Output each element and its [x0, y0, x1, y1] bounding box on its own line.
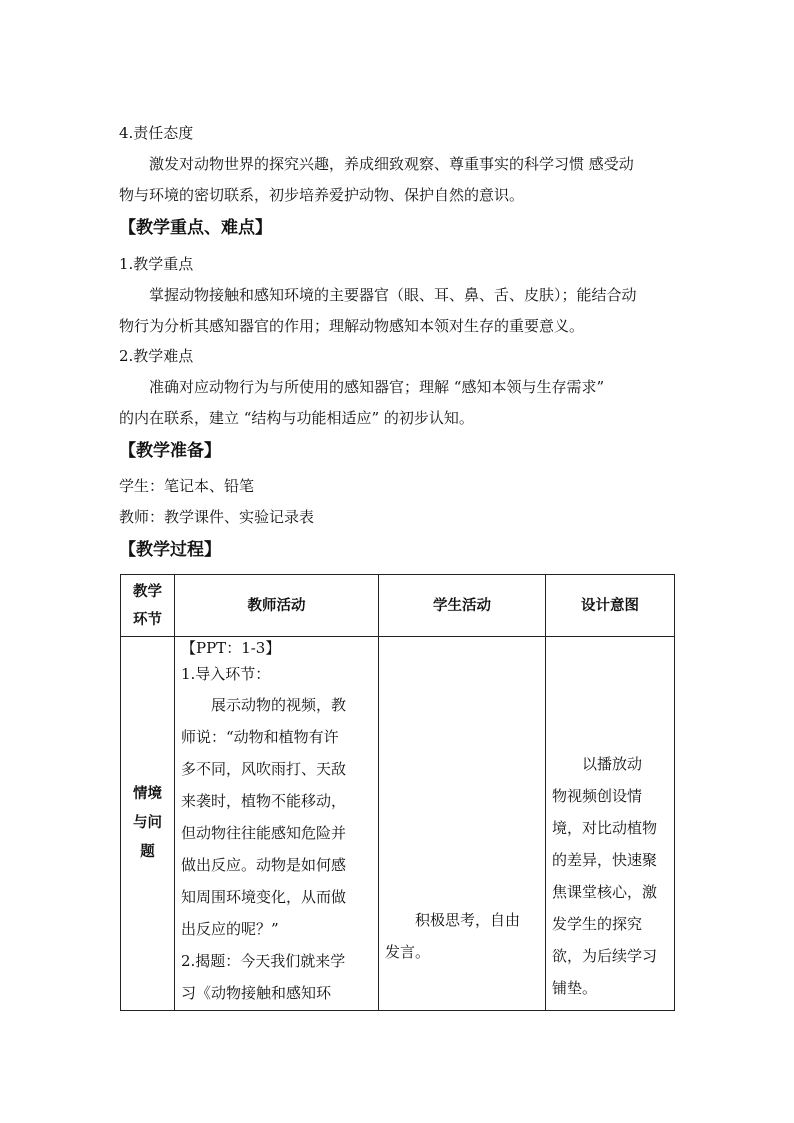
preparation-students: 学生：笔记本、铅笔 [119, 477, 255, 495]
focus-text-line-1: 掌握动物接触和感知环境的主要器官（眼、耳、鼻、舌、皮肤）；能结合动 [149, 286, 637, 304]
design-line: 铺垫。 [552, 979, 598, 997]
stage-cell [121, 637, 175, 1011]
responsibility-text-line-1: 激发对动物世界的探究兴趣，养成细致观察、尊重事实的科学习惯 感受动 [149, 155, 634, 173]
focus-text-line-2: 物行为分析其感知器官的作用；理解动物感知本领对生存的重要意义。 [119, 317, 585, 335]
focus-title: 1.教学重点 [119, 255, 194, 273]
header-stage-line-1: 教学 [133, 583, 162, 600]
teacher-line: 出反应的呢？” [181, 920, 279, 938]
process-heading: 【教学过程】 [119, 540, 221, 560]
student-line: 积极思考，自由 [385, 911, 521, 929]
design-intent-cell [546, 637, 675, 1011]
difficulty-text-line-2: 的内在联系，建立 “结构与功能相适应” 的初步认知。 [119, 409, 474, 427]
header-stage [121, 575, 175, 637]
header-teacher-activity: 教师活动 [175, 575, 379, 637]
preparation-heading: 【教学准备】 [119, 441, 221, 461]
teacher-line: 习《动物接触和感知环 [181, 984, 332, 1002]
teacher-line: 2.揭题：今天我们就来学 [181, 952, 346, 970]
teacher-activity-cell [175, 637, 379, 1011]
stage-line: 与问 [133, 815, 162, 831]
header-stage-line-2: 环节 [133, 611, 162, 628]
design-line: 以播放动 [552, 755, 643, 773]
header-design-intent: 设计意图 [546, 575, 675, 637]
student-activity-cell [379, 637, 546, 1011]
teacher-line: 1.导入环节： [181, 665, 271, 683]
teacher-line: 多不同，风吹雨打、天敌 [181, 760, 347, 778]
teacher-line: 知周围环境变化，从而做 [181, 888, 347, 906]
student-line: 发言。 [385, 943, 431, 961]
header-student-activity: 学生活动 [379, 575, 546, 637]
preparation-teacher: 教师：教学课件、实验记录表 [119, 508, 315, 526]
teacher-line: 但动物往往能感知危险并 [181, 824, 347, 842]
key-points-heading: 【教学重点、难点】 [119, 218, 272, 238]
difficulty-title: 2.教学难点 [119, 347, 194, 365]
responsibility-title: 4.责任态度 [119, 124, 194, 142]
responsibility-text-line-2: 物与环境的密切联系，初步培养爱护动物、保护自然的意识。 [119, 186, 525, 204]
design-line: 发学生的探究 [552, 915, 643, 933]
stage-line: 情境 [133, 786, 162, 802]
design-line: 境，对比动植物 [552, 819, 658, 837]
difficulty-text-line-1: 准确对应动物行为与所使用的感知器官；理解 “感知本领与生存需求” [149, 378, 605, 396]
teacher-line: 展示动物的视频，教 [181, 696, 347, 714]
design-line: 欲，为后续学习 [552, 947, 658, 965]
teacher-line: 做出反应。动物是如何感 [181, 856, 347, 874]
stage-line: 题 [140, 844, 155, 860]
design-line: 焦课堂核心，激 [552, 883, 658, 901]
table-row [121, 637, 675, 1011]
teacher-line: 【PPT：1-3】 [181, 639, 281, 657]
table-header-row [121, 575, 675, 637]
teacher-line: 师说：“动物和植物有许 [181, 728, 339, 746]
design-line: 的差异，快速聚 [552, 851, 658, 869]
design-line: 物视频创设情 [552, 787, 643, 805]
teacher-line: 来袭时，植物不能移动， [181, 792, 347, 810]
teaching-process-table [120, 574, 675, 1011]
